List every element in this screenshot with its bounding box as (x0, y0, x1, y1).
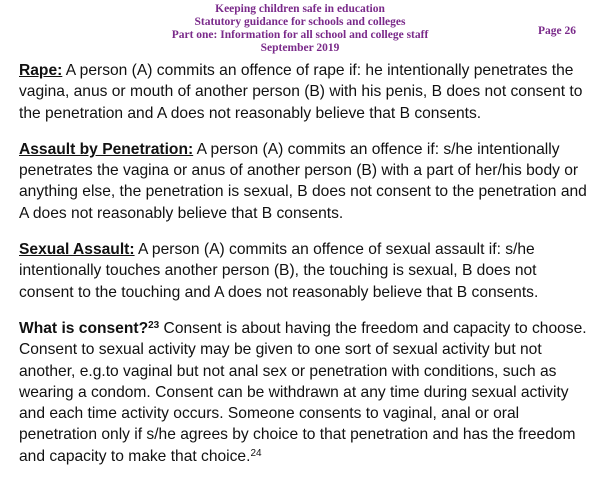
consent-paragraph (19, 318, 589, 467)
header-title: Keeping children safe in education (215, 3, 385, 15)
header-date: September 2019 (260, 42, 340, 54)
assault-by-penetration-definition: A person (A) commits an offence if: s/he intentionally penetrates the vagina or anus of another person (B) with a part of her/his body or anything else, the penetration is sexual, B does not consent to the penetration and A does not reasonably believe that B consents. (19, 140, 587, 222)
footnote-ref-24: 24 (250, 447, 262, 459)
assault-by-penetration-term: Assault by Penetration: (19, 140, 194, 158)
rape-paragraph (19, 60, 589, 124)
rape-term: Rape: (19, 62, 63, 79)
consent-term: What is consent? (19, 319, 149, 337)
consent-definition: Consent is about having the freedom and capacity to choose. Consent to sexual activity may be given to one sort of sexual activity but not another, e.g.to vaginal but not anal sex or penetration with conditions, such as wearing a condom. Consent can be withdrawn at any time during sexual activity and each time activity occurs. Someone consents to vaginal, anal or oral penetration only if s/he agrees by choice to that penetration and has the freedom and capacity to make that choice. (19, 319, 587, 465)
footnote-ref-23: 23 (148, 319, 160, 331)
rape-definition: A person (A) commits an offence of rape if: he intentionally penetrates the vagina, anus or mouth of another person (B) with his penis, B does not consent to the penetration and A does not reasonably believe that B consents. (19, 62, 583, 122)
assault-by-penetration-paragraph (19, 139, 589, 224)
header-subtitle: Statutory guidance for schools and colleges (194, 16, 406, 28)
sexual-assault-paragraph (19, 239, 589, 303)
document-body (19, 60, 589, 482)
header-part: Part one: Information for all school and college staff (171, 29, 429, 41)
sexual-assault-term: Sexual Assault: (19, 241, 135, 259)
document-header (0, 3, 600, 55)
sexual-assault-definition: A person (A) commits an offence of sexual assault if: s/he intentionally touches another person (B), the touching is sexual, B does not consent to the touching and A does not reasonably believe that B consents. (19, 241, 539, 301)
page-number: Page 26 (537, 25, 576, 37)
